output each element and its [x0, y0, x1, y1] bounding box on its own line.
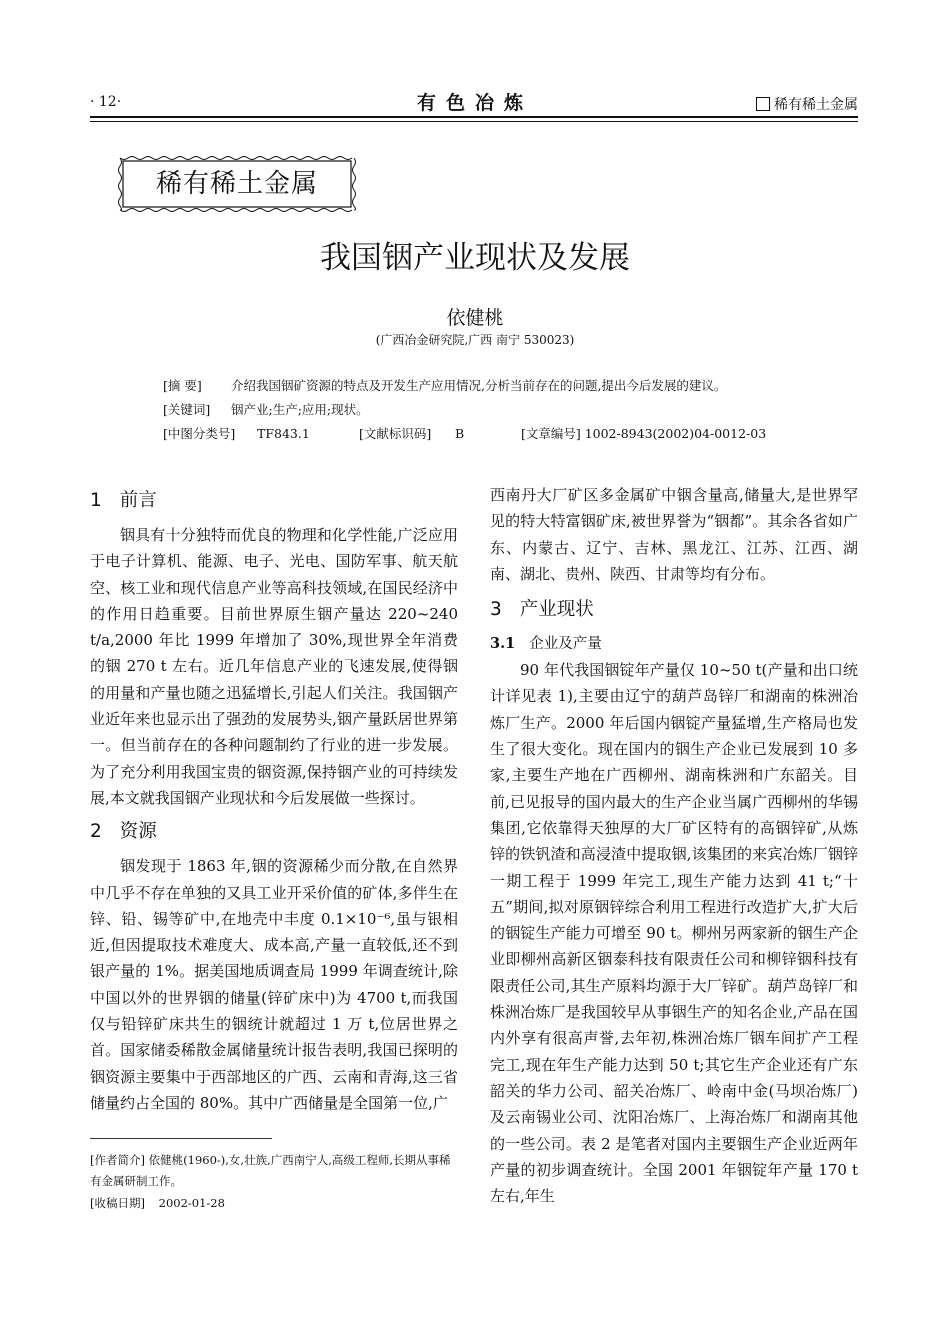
- footnote-author-label: [作者简介]: [90, 1153, 145, 1167]
- subsection-heading-3-1: [490, 631, 858, 657]
- section-title: 产业现状: [519, 599, 594, 621]
- section-title: 前言: [119, 490, 157, 511]
- footnote-author: [90, 1150, 460, 1192]
- subsection-number: 3.1: [490, 635, 516, 653]
- classification-line: [163, 424, 766, 442]
- page-number: · 12·: [90, 94, 122, 110]
- section-heading-2: [90, 815, 458, 849]
- header-rule-thick: [90, 116, 858, 118]
- author-affiliation: (广西冶金研究院,广西 南宁 530023): [375, 333, 575, 347]
- doc-code-value: B: [454, 426, 465, 441]
- footnote-author-text: 依健桃(1960-),女,壮族,广西南宁人,高级工程师,长期从事稀有金属研制工作。: [90, 1153, 451, 1188]
- square-icon: [756, 97, 770, 111]
- keywords-text: 铟产业;生产;应用;现状。: [230, 402, 369, 417]
- article-title: 我国铟产业现状及发展: [320, 240, 630, 276]
- doc-code-label: [文献标识码]: [358, 426, 432, 441]
- section-heading-1: [90, 484, 458, 518]
- footnote-received: [90, 1193, 460, 1214]
- abstract-line: [163, 376, 726, 394]
- footnote-received-date: 2002-01-28: [158, 1196, 225, 1210]
- section-heading-3: [490, 593, 858, 627]
- journal-name: 有色冶炼: [416, 92, 533, 114]
- column-label: 稀有稀土金属: [155, 169, 318, 199]
- subsection-title: 企业及产量: [529, 636, 602, 653]
- left-column: [90, 482, 458, 1116]
- keywords-line: [163, 400, 369, 418]
- running-section-header: [756, 94, 858, 114]
- abstract-label: [摘 要]: [163, 378, 202, 393]
- paragraph-intro: 铟具有十分独特而优良的物理和化学性能,广泛应用于电子计算机、能源、电子、光电、国防军事、航天航空、核工业和现代信息产业等高科技领域,在国民经济中的作用日趋重要。目前世界原生铟产量达 220~240 t/a,2000 年比 1999 年增加了 30%,现世界全年消费的铟 270 t 左右。近几年信息产业的飞速发展,使得铟的用量和产量也随之迅猛增长,引起人们关注。我国铟产业近年来也显示出了强劲的发展势头,铟产量跃居世界第一。但当前存在的各种问题制约了行业的进一步发展。为了充分利用我国宝贵的铟资源,保持铟产业的可持续发展,本文就我国铟产业现状和今后发展做一些探讨。: [90, 526, 458, 807]
- section-number: 3: [490, 599, 502, 621]
- section-number: 1: [90, 490, 102, 511]
- article-no-label: [文章编号]: [520, 426, 581, 441]
- section-title: 资源: [119, 821, 157, 843]
- article-author: 依健桃: [446, 307, 504, 329]
- keywords-label: [关键词]: [163, 402, 211, 417]
- footnote-rule: [90, 1138, 272, 1139]
- paragraph-resources: 铟发现于 1863 年,铟的资源稀少而分散,在自然界中几乎不存在单独的又具工业开采价值的矿体,多伴生在锌、铅、锡等矿中,在地壳中丰度 0.1×10⁻⁶,虽与银相近,但因提取技术难度大、成本高,产量一直较低,还不到银产量的 1%。据美国地质调查局 1999 年调查统计,除中国以外的世界铟的储量(锌矿床中)为 4700 t,而我国仅与铅锌矿床共生的铟统计就超过 1 万 t,位居世界之首。国家储委稀散金属储量统计报告表明,我国已探明的铟资源主要集中于西部地区的广西、云南和青海,这三省储量约占全国的 80%。其中广西储量是全国第一位,广: [90, 857, 458, 1112]
- paragraph-industry: 90 年代我国铟锭年产量仅 10~50 t(产量和出口统计详见表 1),主要由辽宁的葫芦岛锌厂和湖南的株洲冶炼厂生产。2000 年后国内铟锭产量猛增,生产格局也发生了很大变化。现在国内的铟生产企业已发展到 10 多家,主要生产地在广西柳州、湖南株洲和广东韶关。目前,已见报导的国内最大的生产企业当属广西柳州的华锡集团,它依靠得天独厚的大厂矿区特有的高铟锌矿,从炼锌的铁钒渣和高浸渣中提取铟,该集团的来宾冶炼厂铟锌一期工程于 1999 年完工,现生产能力达到 41 t;“十五”期间,拟对原铟锌综合利用工程进行改造扩大,扩大后的铟锭生产能力可增至 90 t。柳州另两家新的铟生产企业即柳州高新区铟泰科技有限责任公司和柳锌铟科技有限责任公司,其生产原料均源于大厂锌矿。葫芦岛锌厂和株洲冶炼厂是我国较早从事铟生产的知名企业,产品在国内外享有很高声誉,去年初,株洲冶炼厂铟车间扩产工程完工,现在年生产能力达到 50 t;其它生产企业还有广东韶关的华力公司、韶关冶炼厂、岭南中金(马坝冶炼厂)及云南锡业公司、沈阳冶炼厂、上海冶炼厂和湖南其他的一些公司。表 2 是笔者对国内主要铟生产企业近两年产量的初步调查统计。全国 2001 年铟锭年产量 170 t 左右,年生: [490, 661, 858, 1206]
- section-number: 2: [90, 821, 102, 843]
- column-label-box: [118, 156, 356, 212]
- article-no-value: 1002-8943(2002)04-0012-03: [584, 426, 767, 441]
- right-column: [490, 482, 858, 1209]
- running-section-name: 稀有稀土金属: [774, 97, 858, 113]
- clc-label: [中图分类号]: [163, 426, 236, 441]
- clc-value: TF843.1: [256, 426, 310, 441]
- header-rule-thin: [90, 121, 858, 122]
- abstract-text: 介绍我国铟矿资源的特点及开发生产应用情况,分析当前存在的问题,提出今后发展的建议。: [230, 378, 727, 393]
- footnote-received-label: [收稿日期]: [90, 1196, 145, 1210]
- paragraph-resources-cont: 西南丹大厂矿区多金属矿中铟含量高,储量大,是世界罕见的特大特富铟矿床,被世界誉为“铟都”。其余各省如广东、内蒙古、辽宁、吉林、黑龙江、江苏、江西、湖南、湖北、贵州、陕西、甘肃等均有分布。: [490, 486, 858, 583]
